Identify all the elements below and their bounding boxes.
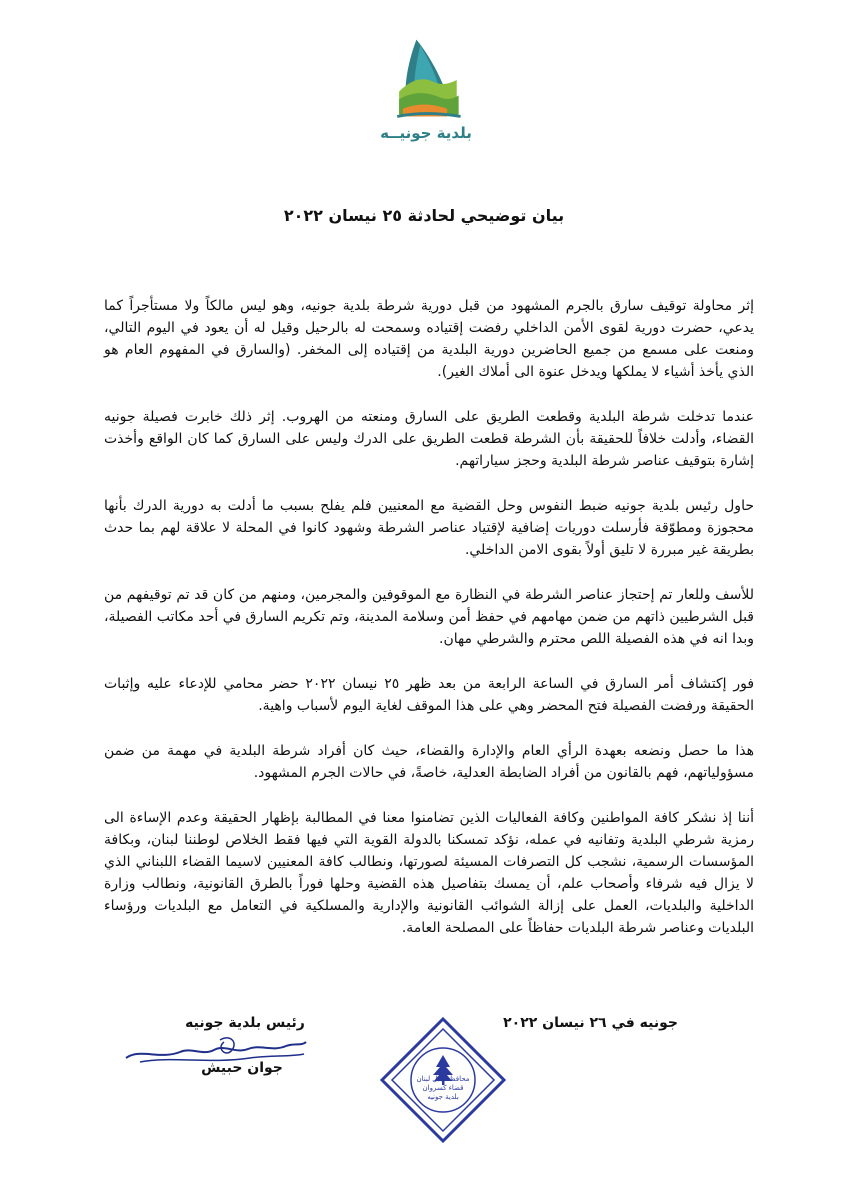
paragraph: إثر محاولة توقيف سارق بالجرم المشهود من قبل دورية شرطة بلدية جونيه، وهو ليس مالكاً ولا مستأجراً كما يدعي، حضرت دورية لقوى الأمن الداخلي رفضت إقتياده وسمحت له بالرحيل وقيل له أن يعود في اليوم التالي، ومنعت على مسمع من جميع الحاضرين دورية البلدية من إقتياده إلى المخفر. (والسارق في المفهوم العام هو الذي يأخذ أشياء لا يملكها ويدخل عنوة الى أملاك الغير). [104,298,754,380]
paragraph: هذا ما حصل ونضعه بعهدة الرأي العام والإدارة والقضاء، حيث كان أفراد شرطة البلدية في مهمة من ضمن مسؤولياتهم، فهم بالقانون من أفراد الضابطة العدلية، خاصةً، في حالات الجرم المشهود. [104,743,754,781]
statement-title: بيان توضيحي لحادثة ٢٥ نيسان ٢٠٢٢ [283,206,565,225]
document-date: جونيه في ٢٦ نيسان ٢٠٢٢ [503,1015,678,1031]
paragraph: حاول رئيس بلدية جونيه ضبط النفوس وحل القضية مع المعنيين فلم يفلح بسبب ما أدلت به دورية الدرك بأنها محجوزة ومطوّقة فأرسلت دوريات إضافية لإقتياد عناصر الشرطة وشهود كانوا في المحلة لا علاقة لهم بما حدث بطريقة غير مبررة لا تليق أولاً بقوى الامن الداخلي. [104,498,754,558]
paragraph: عندما تدخلت شرطة البلدية وقطعت الطريق على السارق ومنعته من الهروب. إثر ذلك خابرت فصيلة جونيه القضاء، وأدلت خلافاً للحقيقة بأن الشرطة قطعت الطريق على الدرك وليس على السارق كما كان الواقع وأخذت إشارة بتوقيف عناصر شرطة البلدية وحجز سياراتهم. [104,409,754,469]
logo-sail-icon [378,32,474,128]
paragraph: فور إكتشاف أمر السارق في الساعة الرابعة من بعد ظهر ٢٥ نيسان ٢٠٢٢ حضر محامي للإدعاء عليه وإثبات الحقيقة ورفضت الفصيلة فتح المحضر وهي على هذا الموقف لغاية اليوم لأسباب واهية. [104,676,755,714]
logo-text: بلدية جونيــه [380,124,472,142]
stamp-text [408,1075,478,1102]
signatory-title: رئيس بلدية جونيه [185,1015,305,1031]
stamp-line: قضاء كسروان [422,1084,464,1092]
paragraph: للأسف وللعار تم إحتجاز عناصر الشرطة في النظارة مع الموقوفين والمجرمين، ومنهم من كان قد تم توقيفهم من قبل الشرطيين ذاتهم من ضمن مهامهم في حفظ أمن وسلامة المدينة، وتم تكريم السارق في أحد مكاتب الفصيلة، وبدا انه في هذه الفصيلة اللص محترم والشرطي مهان. [104,587,754,647]
municipality-logo [378,32,474,150]
stamp-line: محافظة جبل لبنان [416,1075,470,1083]
official-stamp [378,1015,508,1145]
signatory-name: جوان حبيش [201,1060,283,1076]
paragraph: أننا إذ نشكر كافة المواطنين وكافة الفعاليات الذين تضامنوا معنا في المطالبة بإظهار الحقيقة وعدم الإساءة الى رمزية شرطي البلدية وتفانيه في عمله، نؤكد تمسكنا بالدولة القوية التي فيها فقط الخلاص لوطننا لبنان، وبكافة المؤسسات الرسمية، نشجب كل التصرفات المسيئة لصورتها، ونطالب كافة المعنيين لاسيما القضاء اللبناني الذي لا يزال فيه شرفاء وأصحاب علم، أن يمسك بتفاصيل هذه القضية وحلها فوراً بالطرق القانونية، ونطالب وزارة الداخلية والبلديات، العمل على إزالة الشوائب القانونية والإدارية والمسلكية في التعامل مع البلديات ورؤساء البلديات وعناصر شرطة البلديات حفاظاً على المصلحة العامة. [104,810,754,936]
stamp-line: بلدية جونيه [427,1093,459,1101]
statement-body [104,295,754,962]
